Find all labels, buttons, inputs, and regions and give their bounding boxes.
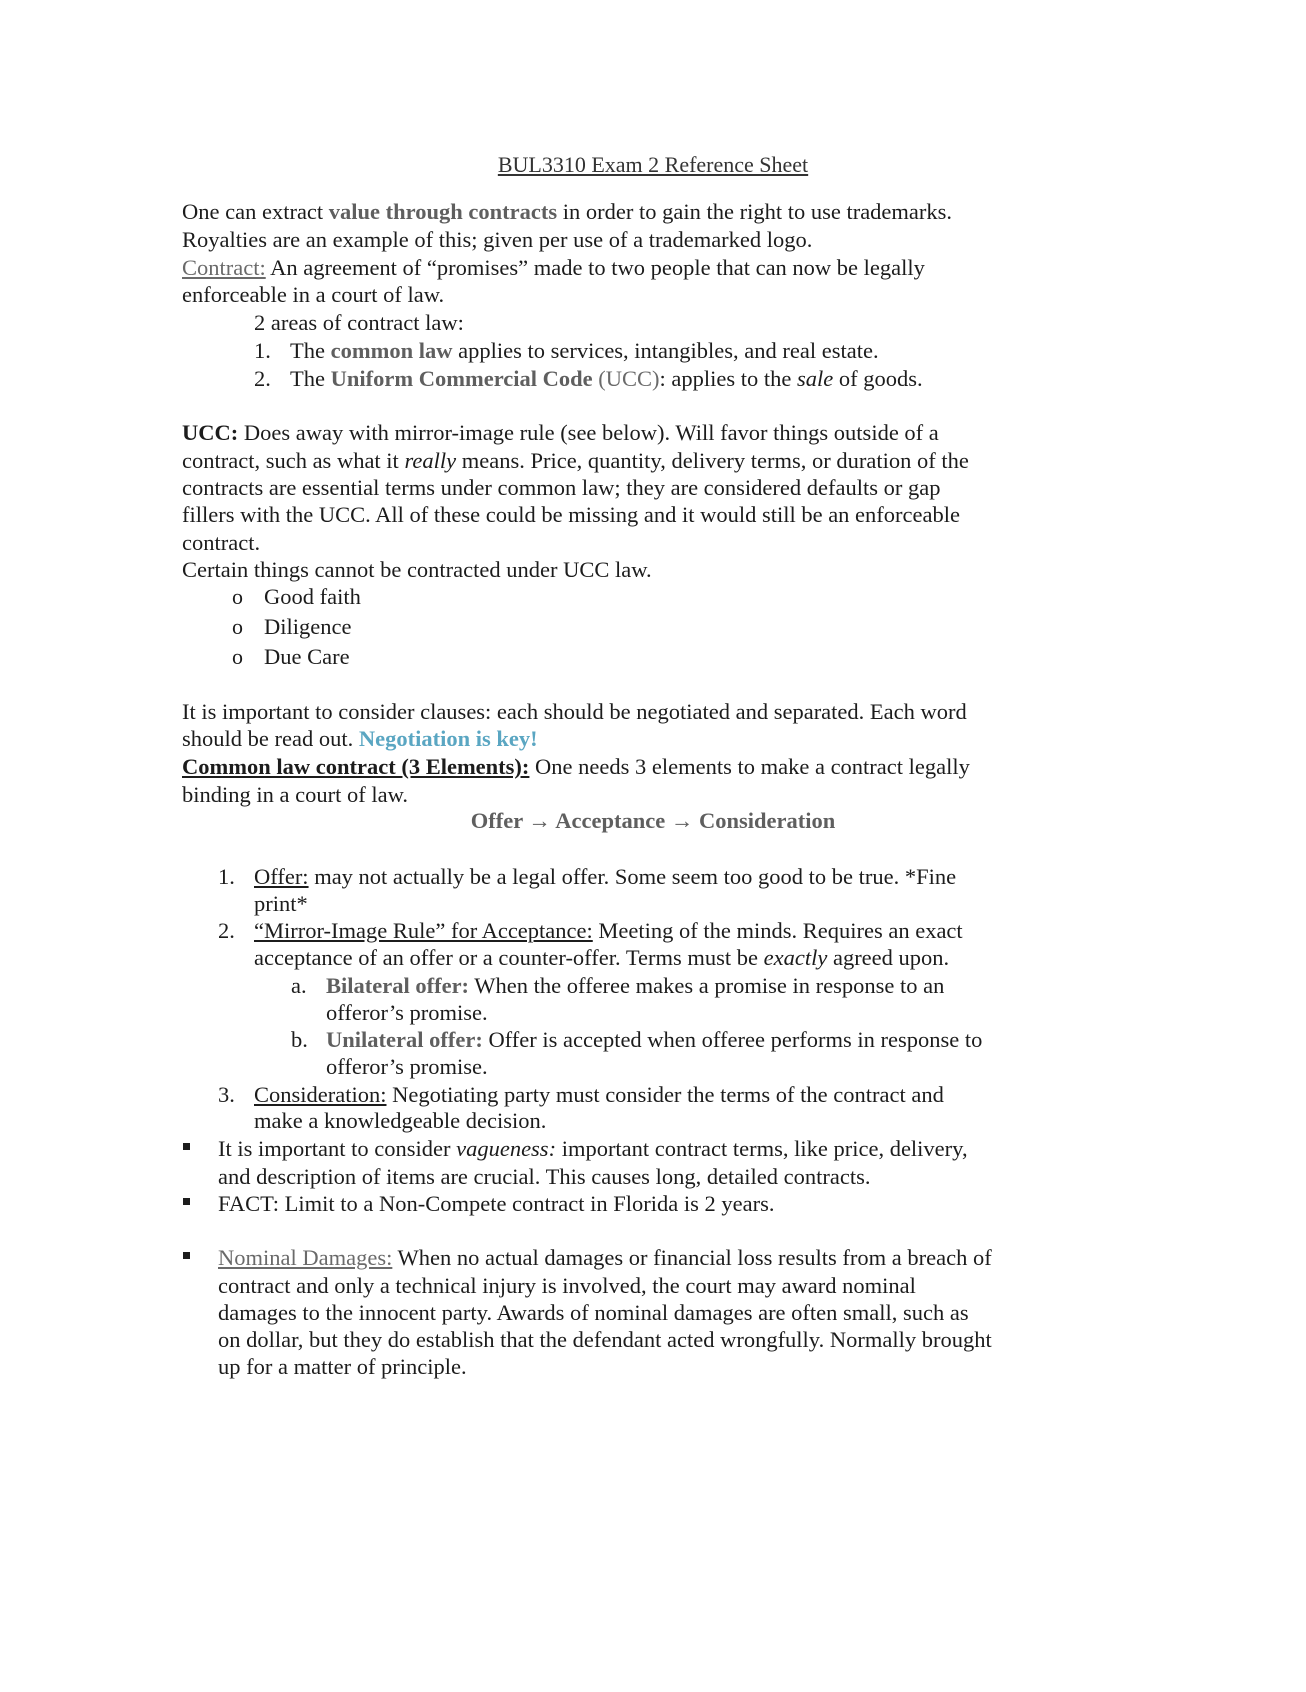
ucc-line-1 — [182, 420, 939, 446]
intro-line-2: Royalties are an example of this; given per use of a trademarked logo. — [182, 227, 813, 252]
ucc-line-6: Certain things cannot be contracted under UCC law. — [182, 557, 652, 582]
note-nominal-damages-3: damages to the innocent party. Awards of nominal damages are often small, such as — [218, 1300, 969, 1325]
areas-heading: 2 areas of contract law: — [254, 310, 464, 335]
note-text: When no actual damages or financial loss results from a breach of — [392, 1245, 992, 1270]
element-text: When the offeree makes a promise in response to an — [469, 973, 945, 998]
circle-bullet-icon: o — [232, 584, 243, 609]
ucc-bullet-item: Good faith — [264, 584, 361, 609]
ucc-bullet-item: Due Care — [264, 644, 350, 669]
ucc-label: UCC: — [182, 420, 239, 445]
ucc-line-2 — [182, 448, 969, 474]
note-text: important contract terms, like price, delivery, — [556, 1136, 968, 1161]
element-text: Meeting of the minds. Requires an exact — [592, 918, 963, 943]
square-bullet-icon — [183, 1143, 190, 1150]
item-text: The — [290, 366, 331, 391]
ucc-text: Does away with mirror-image rule (see below). Will favor things outside of a — [238, 420, 939, 445]
sublist-letter: b. — [291, 1027, 308, 1052]
list-number: 2. — [218, 918, 235, 943]
element-bilateral — [326, 973, 944, 999]
intro-text: One can extract — [182, 199, 329, 224]
item-text: : applies to the — [659, 366, 797, 391]
list-number: 1. — [218, 864, 235, 889]
common-law-line-1 — [182, 754, 970, 780]
ucc-line-3: contracts are essential terms under common law; they are considered defaults or gap — [182, 475, 941, 500]
contract-term: Contract: — [182, 255, 266, 280]
list-number: 2. — [254, 366, 271, 391]
element-acceptance-2 — [254, 945, 949, 971]
negotiation-highlight: Negotiation is key! — [358, 726, 538, 751]
element-consideration-2: make a knowledgeable decision. — [254, 1108, 547, 1133]
note-vagueness-2: and description of items are crucial. This causes long, detailed contracts. — [218, 1164, 871, 1189]
element-italic: exactly — [763, 945, 828, 970]
intro-highlight: value through contracts — [328, 199, 558, 224]
clauses-line-1: It is important to consider clauses: each should be negotiated and separated. Each word — [182, 699, 967, 724]
element-text: agreed upon. — [827, 945, 950, 970]
square-bullet-icon — [183, 1252, 190, 1259]
circle-bullet-icon: o — [232, 614, 243, 639]
item-highlight: common law — [330, 338, 453, 363]
note-italic: vagueness: — [456, 1136, 557, 1161]
areas-item-common-law — [290, 338, 879, 364]
ucc-italic: really — [404, 448, 457, 473]
element-term: Bilateral offer: — [326, 973, 470, 998]
element-offer — [254, 864, 956, 890]
ucc-line-5: contract. — [182, 530, 261, 555]
list-number: 1. — [254, 338, 271, 363]
element-bilateral-2: offeror’s promise. — [326, 1000, 488, 1025]
element-acceptance — [254, 918, 963, 944]
note-nominal-damages-4: on dollar, but they do establish that the defendant acted wrongfully. Normally brought — [218, 1327, 992, 1352]
element-text: Offer is accepted when offeree performs in response to — [482, 1027, 983, 1052]
note-text: It is important to consider — [218, 1136, 457, 1161]
element-consideration — [254, 1082, 944, 1108]
contract-def-text: An agreement of “promises” made to two people that can now be legally — [265, 255, 925, 280]
element-text: may not actually be a legal offer. Some seem too good to be true. *Fine — [308, 864, 957, 889]
intro-line-1 — [182, 199, 952, 225]
item-text: The — [290, 338, 331, 363]
ucc-bullet-item: Diligence — [264, 614, 352, 639]
element-unilateral-2: offeror’s promise. — [326, 1054, 488, 1079]
contract-definition — [182, 255, 925, 281]
item-italic: sale — [797, 366, 834, 391]
note-vagueness — [218, 1136, 968, 1162]
intro-text: in order to gain the right to use trademarks. — [557, 199, 953, 224]
sublist-letter: a. — [291, 973, 307, 998]
note-nominal-damages-5: up for a matter of principle. — [218, 1354, 467, 1379]
list-number: 3. — [218, 1082, 235, 1107]
element-unilateral — [326, 1027, 982, 1053]
element-text: acceptance of an offer or a counter-offer. Terms must be — [254, 945, 764, 970]
clauses-text: should be read out. — [182, 726, 359, 751]
contract-definition-2: enforceable in a court of law. — [182, 282, 445, 307]
square-bullet-icon — [183, 1198, 190, 1205]
element-term: Consideration: — [254, 1082, 387, 1107]
note-nominal-damages — [218, 1245, 992, 1271]
common-law-line-2: binding in a court of law. — [182, 782, 408, 807]
element-text: Negotiating party must consider the terms of the contract and — [386, 1082, 944, 1107]
common-law-text: One needs 3 elements to make a contract legally — [529, 754, 970, 779]
item-text: of goods. — [833, 366, 923, 391]
element-term: Unilateral offer: — [326, 1027, 483, 1052]
element-offer-2: print* — [254, 891, 308, 916]
note-fact: FACT: Limit to a Non-Compete contract in Florida is 2 years. — [218, 1191, 775, 1216]
item-highlight: Uniform Commercial Code — [330, 366, 593, 391]
areas-item-ucc — [290, 366, 923, 392]
clauses-line-2 — [182, 726, 538, 752]
ucc-text: means. Price, quantity, delivery terms, or duration of the — [456, 448, 969, 473]
ucc-line-4: fillers with the UCC. All of these could be missing and it would still be an enforceable — [182, 502, 960, 527]
common-law-label: Common law contract (3 Elements): — [182, 754, 530, 779]
elements-flow: Offer → Acceptance → Consideration — [470, 808, 836, 833]
note-term: Nominal Damages: — [218, 1245, 393, 1270]
item-text: applies to services, intangibles, and real estate. — [452, 338, 879, 363]
page-title: BUL3310 Exam 2 Reference Sheet — [497, 152, 809, 177]
ucc-text: contract, such as what it — [182, 448, 405, 473]
item-abbrev: (UCC) — [592, 366, 660, 391]
note-nominal-damages-2: contract and only a technical injury is involved, the court may award nominal — [218, 1273, 916, 1298]
circle-bullet-icon: o — [232, 644, 243, 669]
element-term: “Mirror-Image Rule” for Acceptance: — [254, 918, 593, 943]
element-term: Offer: — [254, 864, 309, 889]
